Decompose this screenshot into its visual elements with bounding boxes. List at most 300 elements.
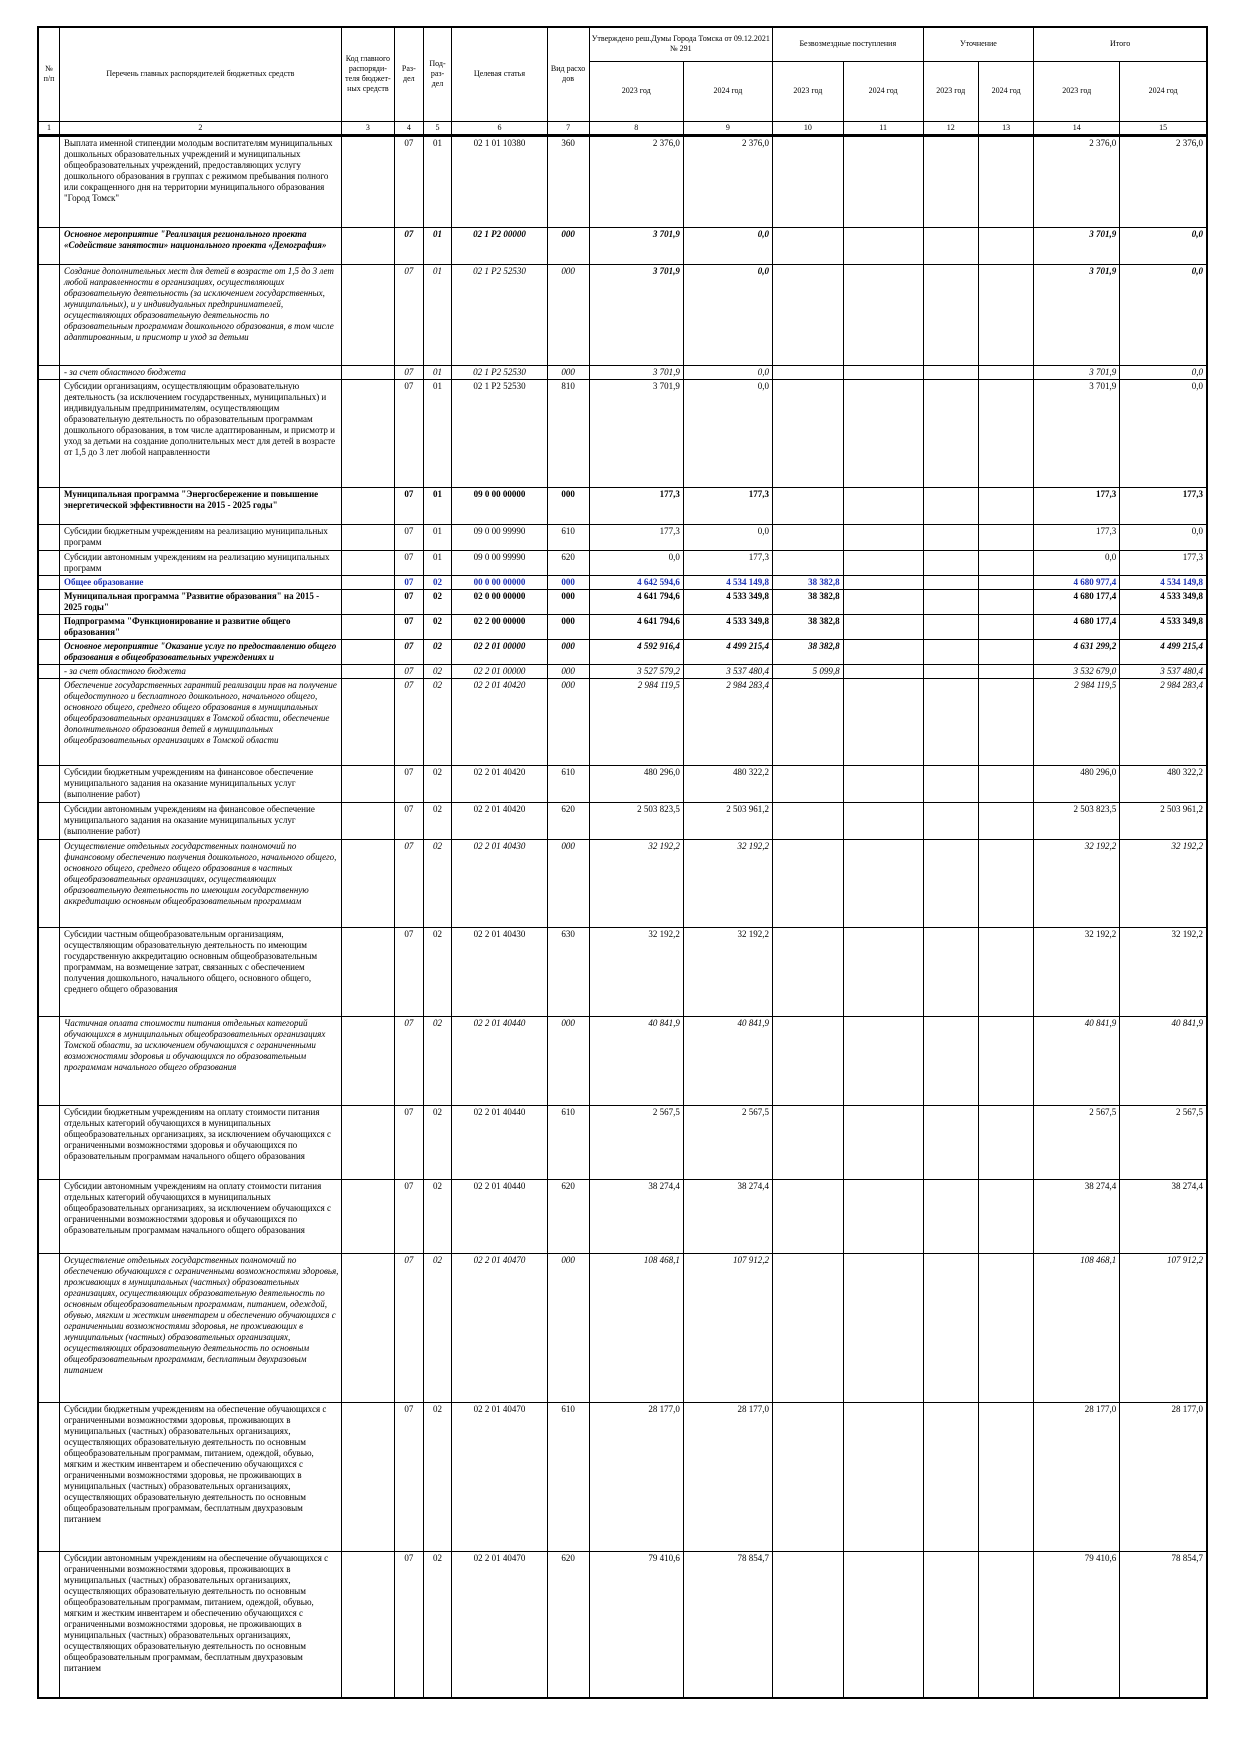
header-approved-2023: 2023 год xyxy=(589,61,683,121)
cell-clarify-2023 xyxy=(923,1402,978,1551)
cell-target: 00 0 00 00000 xyxy=(452,575,547,589)
cell-target: 02 2 01 00000 xyxy=(452,664,547,678)
cell-code xyxy=(341,1179,394,1253)
cell-clarify-2024 xyxy=(978,1551,1033,1698)
cell-name: Основное мероприятие "Реализация регионального проекта «Содействие занятости» национального проекта «Демография» xyxy=(60,227,342,264)
cell-vid: 620 xyxy=(547,1179,589,1253)
table-row xyxy=(38,575,1207,589)
cell-free-2024 xyxy=(843,1016,923,1105)
cell-approved-2024: 0,0 xyxy=(683,365,772,379)
cell-total-2023: 2 376,0 xyxy=(1034,135,1120,227)
cell-total-2023: 3 701,9 xyxy=(1034,365,1120,379)
cell-no xyxy=(38,379,60,487)
cell-code xyxy=(341,765,394,802)
cell-approved-2024: 2 503 961,2 xyxy=(683,802,772,839)
cell-approved-2023: 3 701,9 xyxy=(589,365,683,379)
cell-code xyxy=(341,1105,394,1179)
cell-total-2023: 3 701,9 xyxy=(1034,379,1120,487)
cell-podrazdel: 02 xyxy=(423,802,452,839)
cell-razdel: 07 xyxy=(395,678,424,765)
header-total-2024: 2024 год xyxy=(1120,61,1207,121)
cell-target: 09 0 00 99990 xyxy=(452,550,547,575)
cell-free-2024 xyxy=(843,614,923,639)
cell-no xyxy=(38,802,60,839)
cell-clarify-2023 xyxy=(923,927,978,1016)
table-row xyxy=(38,664,1207,678)
column-number: 7 xyxy=(547,121,589,135)
cell-podrazdel: 02 xyxy=(423,927,452,1016)
cell-clarify-2023 xyxy=(923,365,978,379)
cell-approved-2024: 4 534 149,8 xyxy=(683,575,772,589)
cell-approved-2023: 4 641 794,6 xyxy=(589,614,683,639)
cell-clarify-2024 xyxy=(978,487,1033,524)
cell-total-2023: 4 680 177,4 xyxy=(1034,589,1120,614)
cell-clarify-2024 xyxy=(978,927,1033,1016)
cell-clarify-2023 xyxy=(923,575,978,589)
cell-no xyxy=(38,575,60,589)
cell-total-2024: 4 533 349,8 xyxy=(1120,589,1207,614)
cell-free-2024 xyxy=(843,1253,923,1402)
cell-free-2023 xyxy=(772,1016,843,1105)
cell-razdel: 07 xyxy=(395,487,424,524)
cell-target: 02 2 01 40470 xyxy=(452,1402,547,1551)
cell-name: Выплата именной стипендии молодым воспитателям муниципальных дошкольных образовательных учреждений и муниципальных общеобразовательных учреждений, предоставляющих услугу дошкольного образования в группах с режимом пребывания полного или сокращенного дня на территории муниципального образования "Город Томск" xyxy=(60,135,342,227)
cell-podrazdel: 01 xyxy=(423,379,452,487)
cell-approved-2023: 177,3 xyxy=(589,524,683,550)
column-number: 8 xyxy=(589,121,683,135)
cell-razdel: 07 xyxy=(395,839,424,927)
cell-approved-2024: 2 567,5 xyxy=(683,1105,772,1179)
cell-approved-2023: 2 567,5 xyxy=(589,1105,683,1179)
cell-target: 02 1 P2 52530 xyxy=(452,365,547,379)
column-number: 11 xyxy=(843,121,923,135)
cell-approved-2024: 177,3 xyxy=(683,487,772,524)
header-clarify-2024: 2024 год xyxy=(978,61,1033,121)
column-number: 4 xyxy=(395,121,424,135)
column-number: 13 xyxy=(978,121,1033,135)
cell-total-2024: 0,0 xyxy=(1120,365,1207,379)
cell-target: 02 2 00 00000 xyxy=(452,614,547,639)
cell-free-2024 xyxy=(843,550,923,575)
cell-total-2023: 3 532 679,0 xyxy=(1034,664,1120,678)
cell-free-2023 xyxy=(772,524,843,550)
cell-free-2023 xyxy=(772,227,843,264)
cell-free-2023 xyxy=(772,1551,843,1698)
cell-free-2023 xyxy=(772,765,843,802)
cell-clarify-2024 xyxy=(978,678,1033,765)
header-free-2023: 2023 год xyxy=(772,61,843,121)
header-razdel: Раз-дел xyxy=(395,27,424,121)
cell-free-2023 xyxy=(772,678,843,765)
cell-target: 02 1 01 10380 xyxy=(452,135,547,227)
cell-approved-2023: 3 701,9 xyxy=(589,227,683,264)
table-body xyxy=(38,135,1207,1698)
column-number: 1 xyxy=(38,121,60,135)
column-number: 5 xyxy=(423,121,452,135)
cell-name: Обеспечение государственных гарантий реализации прав на получение общедоступного и бесплатного дошкольного, начального общего, основного общего, среднего общего образования в муниципальных общеобразовательных организациях в Томской области, обеспечение дополнительного образования детей в муниципальных общеобразовательных организациях в Томской области xyxy=(60,678,342,765)
cell-total-2024: 480 322,2 xyxy=(1120,765,1207,802)
cell-free-2023 xyxy=(772,487,843,524)
cell-code xyxy=(341,802,394,839)
cell-total-2023: 2 567,5 xyxy=(1034,1105,1120,1179)
cell-no xyxy=(38,1105,60,1179)
cell-podrazdel: 02 xyxy=(423,678,452,765)
cell-total-2024: 4 534 149,8 xyxy=(1120,575,1207,589)
table-row xyxy=(38,487,1207,524)
cell-target: 02 1 P2 52530 xyxy=(452,264,547,365)
cell-podrazdel: 01 xyxy=(423,365,452,379)
table-row xyxy=(38,524,1207,550)
cell-razdel: 07 xyxy=(395,1551,424,1698)
cell-clarify-2023 xyxy=(923,1105,978,1179)
cell-free-2023 xyxy=(772,1253,843,1402)
cell-total-2024: 0,0 xyxy=(1120,524,1207,550)
cell-total-2024: 0,0 xyxy=(1120,264,1207,365)
cell-total-2024: 177,3 xyxy=(1120,550,1207,575)
cell-total-2023: 79 410,6 xyxy=(1034,1551,1120,1698)
cell-clarify-2024 xyxy=(978,639,1033,664)
cell-vid: 000 xyxy=(547,487,589,524)
cell-approved-2023: 3 527 579,2 xyxy=(589,664,683,678)
cell-podrazdel: 01 xyxy=(423,264,452,365)
cell-free-2023 xyxy=(772,839,843,927)
cell-approved-2024: 0,0 xyxy=(683,227,772,264)
cell-target: 02 2 01 40470 xyxy=(452,1253,547,1402)
cell-podrazdel: 02 xyxy=(423,1105,452,1179)
cell-free-2023 xyxy=(772,802,843,839)
cell-total-2023: 3 701,9 xyxy=(1034,227,1120,264)
cell-no xyxy=(38,614,60,639)
cell-approved-2024: 4 533 349,8 xyxy=(683,589,772,614)
cell-razdel: 07 xyxy=(395,614,424,639)
cell-target: 02 2 01 40420 xyxy=(452,678,547,765)
header-target: Целевая статья xyxy=(452,27,547,121)
cell-no xyxy=(38,365,60,379)
table-row xyxy=(38,639,1207,664)
cell-total-2024: 3 537 480,4 xyxy=(1120,664,1207,678)
cell-razdel: 07 xyxy=(395,1253,424,1402)
cell-no xyxy=(38,1016,60,1105)
cell-total-2023: 177,3 xyxy=(1034,524,1120,550)
cell-free-2023: 38 382,8 xyxy=(772,614,843,639)
cell-free-2024 xyxy=(843,1105,923,1179)
cell-total-2024: 32 192,2 xyxy=(1120,927,1207,1016)
cell-name: Частичная оплата стоимости питания отдельных категорий обучающихся в муниципальных общеобразовательных организациях Томской области, за исключением обучающихся с ограниченными возможностями здоровья и обучающихся по образовательным программам начального общего образования xyxy=(60,1016,342,1105)
cell-razdel: 07 xyxy=(395,1179,424,1253)
cell-podrazdel: 02 xyxy=(423,1253,452,1402)
cell-razdel: 07 xyxy=(395,589,424,614)
cell-approved-2023: 3 701,9 xyxy=(589,264,683,365)
cell-vid: 000 xyxy=(547,678,589,765)
table-row xyxy=(38,1105,1207,1179)
cell-code xyxy=(341,524,394,550)
cell-approved-2023: 32 192,2 xyxy=(589,927,683,1016)
cell-razdel: 07 xyxy=(395,1016,424,1105)
cell-clarify-2024 xyxy=(978,550,1033,575)
cell-no xyxy=(38,264,60,365)
cell-approved-2023: 108 468,1 xyxy=(589,1253,683,1402)
table-row xyxy=(38,1016,1207,1105)
cell-clarify-2023 xyxy=(923,678,978,765)
cell-total-2024: 2 567,5 xyxy=(1120,1105,1207,1179)
cell-vid: 000 xyxy=(547,589,589,614)
table-row xyxy=(38,264,1207,365)
cell-total-2024: 28 177,0 xyxy=(1120,1402,1207,1551)
cell-approved-2024: 32 192,2 xyxy=(683,839,772,927)
cell-target: 02 2 01 40440 xyxy=(452,1016,547,1105)
cell-podrazdel: 02 xyxy=(423,639,452,664)
cell-code xyxy=(341,264,394,365)
cell-target: 02 2 01 40470 xyxy=(452,1551,547,1698)
cell-clarify-2024 xyxy=(978,765,1033,802)
cell-target: 02 1 P2 00000 xyxy=(452,227,547,264)
cell-podrazdel: 02 xyxy=(423,1402,452,1551)
header-podrazdel: Под-раз-дел xyxy=(423,27,452,121)
cell-clarify-2023 xyxy=(923,227,978,264)
cell-total-2024: 177,3 xyxy=(1120,487,1207,524)
cell-vid: 610 xyxy=(547,765,589,802)
cell-name: Субсидии автономным учреждениям на обеспечение обучающихся с ограниченными возможностями здоровья, проживающих в муниципальных (частных) образовательных организациях, осуществляющих образовательную деятельность по основным общеобразовательным программам, питанием, одеждой, обувью, мягким и жестким инвентарем и обеспечению обучающихся с ограниченными возможностями здоровья, не проживающих в муниципальных (частных) образовательных организациях, осуществляющих образовательную деятельность по основным общеобразовательным программам, бесплатным двухразовым питанием xyxy=(60,1551,342,1698)
cell-razdel: 07 xyxy=(395,264,424,365)
cell-free-2023: 38 382,8 xyxy=(772,575,843,589)
table-row xyxy=(38,1253,1207,1402)
cell-total-2023: 2 984 119,5 xyxy=(1034,678,1120,765)
cell-total-2024: 2 503 961,2 xyxy=(1120,802,1207,839)
cell-clarify-2023 xyxy=(923,524,978,550)
cell-total-2023: 3 701,9 xyxy=(1034,264,1120,365)
cell-no xyxy=(38,765,60,802)
cell-razdel: 07 xyxy=(395,1105,424,1179)
cell-razdel: 07 xyxy=(395,550,424,575)
cell-vid: 610 xyxy=(547,524,589,550)
cell-approved-2023: 4 642 594,6 xyxy=(589,575,683,589)
cell-total-2023: 4 680 177,4 xyxy=(1034,614,1120,639)
cell-total-2023: 2 503 823,5 xyxy=(1034,802,1120,839)
cell-total-2023: 32 192,2 xyxy=(1034,927,1120,1016)
cell-target: 02 2 01 40430 xyxy=(452,927,547,1016)
cell-approved-2023: 480 296,0 xyxy=(589,765,683,802)
header-free-2024: 2024 год xyxy=(843,61,923,121)
budget-table xyxy=(37,26,1208,1699)
cell-free-2024 xyxy=(843,664,923,678)
cell-total-2023: 4 680 977,4 xyxy=(1034,575,1120,589)
column-number: 15 xyxy=(1120,121,1207,135)
table-row xyxy=(38,678,1207,765)
cell-name: Общее образование xyxy=(60,575,342,589)
cell-target: 02 2 01 40440 xyxy=(452,1105,547,1179)
table-row xyxy=(38,365,1207,379)
cell-free-2024 xyxy=(843,264,923,365)
cell-code xyxy=(341,575,394,589)
cell-free-2023 xyxy=(772,1179,843,1253)
cell-clarify-2023 xyxy=(923,639,978,664)
cell-no xyxy=(38,1551,60,1698)
cell-approved-2024: 2 376,0 xyxy=(683,135,772,227)
cell-podrazdel: 02 xyxy=(423,765,452,802)
cell-total-2024: 107 912,2 xyxy=(1120,1253,1207,1402)
header-code: Код главного распоряди-теля бюджет-ных средств xyxy=(341,27,394,121)
column-number: 14 xyxy=(1034,121,1120,135)
cell-clarify-2024 xyxy=(978,839,1033,927)
cell-clarify-2024 xyxy=(978,1253,1033,1402)
cell-clarify-2023 xyxy=(923,1253,978,1402)
cell-clarify-2023 xyxy=(923,135,978,227)
cell-clarify-2024 xyxy=(978,589,1033,614)
cell-name: Субсидии организациям, осуществляющим образовательную деятельность (за исключением государственных, муниципальных) и индивидуальным предпринимателям, осуществляющим образовательную деятельность по образовательным программам дошкольного образования, в том числе адаптированным, и присмотр и уход за детьми на создание дополнительных мест для детей в возрасте от 1,5 до 3 лет любой направленности xyxy=(60,379,342,487)
cell-code xyxy=(341,614,394,639)
cell-total-2024: 2 376,0 xyxy=(1120,135,1207,227)
cell-vid: 630 xyxy=(547,927,589,1016)
cell-target: 09 0 00 00000 xyxy=(452,487,547,524)
cell-free-2023 xyxy=(772,379,843,487)
cell-free-2024 xyxy=(843,365,923,379)
cell-clarify-2024 xyxy=(978,264,1033,365)
cell-clarify-2024 xyxy=(978,802,1033,839)
cell-free-2023: 38 382,8 xyxy=(772,639,843,664)
cell-name: Субсидии автономным учреждениям на финансовое обеспечение муниципального задания на оказание муниципальных услуг (выполнение работ) xyxy=(60,802,342,839)
cell-clarify-2023 xyxy=(923,765,978,802)
cell-vid: 620 xyxy=(547,550,589,575)
cell-podrazdel: 02 xyxy=(423,589,452,614)
cell-no xyxy=(38,227,60,264)
cell-podrazdel: 01 xyxy=(423,487,452,524)
cell-target: 02 2 01 40430 xyxy=(452,839,547,927)
cell-podrazdel: 01 xyxy=(423,550,452,575)
table-header xyxy=(38,27,1207,135)
cell-free-2024 xyxy=(843,524,923,550)
cell-vid: 360 xyxy=(547,135,589,227)
cell-approved-2024: 40 841,9 xyxy=(683,1016,772,1105)
cell-name: - за счет областного бюджета xyxy=(60,365,342,379)
cell-name: Субсидии бюджетным учреждениям на обеспечение обучающихся с ограниченными возможностями здоровья, проживающих в муниципальных (частных) образовательных организациях, осуществляющих образовательную деятельность по основным общеобразовательным программам, питанием, одеждой, обувью, мягким и жестким инвентарем и обеспечению обучающихся с ограниченными возможностями здоровья, не проживающих в муниципальных (частных) образовательных организациях, осуществляющих образовательную деятельность по основным общеобразовательным программам, бесплатным двухразовым питанием xyxy=(60,1402,342,1551)
table-row xyxy=(38,765,1207,802)
cell-name: Субсидии бюджетным учреждениям на оплату стоимости питания отдельных категорий обучающихся в муниципальных общеобразовательных организациях, за исключением обучающихся с ограниченными возможностями здоровья и обучающихся по образовательным программам начального общего образования xyxy=(60,1105,342,1179)
cell-free-2024 xyxy=(843,487,923,524)
cell-no xyxy=(38,550,60,575)
header-clarify-2023: 2023 год xyxy=(923,61,978,121)
table-row xyxy=(38,550,1207,575)
header-group-clarify: Уточнение xyxy=(923,27,1034,61)
cell-free-2024 xyxy=(843,575,923,589)
cell-name: Осуществление отдельных государственных полномочий по обеспечению обучающихся с ограниченными возможностями здоровья, проживающих в муниципальных (частных) образовательных организациях, осуществляющих образовательную деятельность по основным общеобразовательным программам, питанием, одеждой, обувью, мягким и жестким инвентарем и обеспечению обучающихся с ограниченными возможностями здоровья, не проживающих в муниципальных (частных) образовательных организациях, осуществляющих образовательную деятельность по основным общеобразовательным программам, бесплатным двухразовым питанием xyxy=(60,1253,342,1402)
cell-total-2024: 4 533 349,8 xyxy=(1120,614,1207,639)
cell-vid: 610 xyxy=(547,1402,589,1551)
header-no: № п/п xyxy=(38,27,60,121)
cell-free-2024 xyxy=(843,1179,923,1253)
cell-target: 02 2 01 40420 xyxy=(452,802,547,839)
cell-code xyxy=(341,1402,394,1551)
cell-clarify-2023 xyxy=(923,487,978,524)
cell-no xyxy=(38,487,60,524)
cell-clarify-2023 xyxy=(923,589,978,614)
table-row xyxy=(38,589,1207,614)
table-row xyxy=(38,927,1207,1016)
cell-target: 02 1 P2 52530 xyxy=(452,379,547,487)
cell-razdel: 07 xyxy=(395,524,424,550)
cell-no xyxy=(38,1179,60,1253)
table-row xyxy=(38,1551,1207,1698)
cell-no xyxy=(38,678,60,765)
cell-code xyxy=(341,379,394,487)
cell-no xyxy=(38,1402,60,1551)
cell-approved-2024: 177,3 xyxy=(683,550,772,575)
header-total-2023: 2023 год xyxy=(1034,61,1120,121)
cell-approved-2024: 4 499 215,4 xyxy=(683,639,772,664)
cell-approved-2023: 0,0 xyxy=(589,550,683,575)
cell-razdel: 07 xyxy=(395,365,424,379)
cell-clarify-2024 xyxy=(978,1105,1033,1179)
cell-name: Создание дополнительных мест для детей в возрасте от 1,5 до 3 лет любой направленности в организациях, осуществляющих образовательную деятельность (за исключением государственных, муниципальных), и у индивидуальных предпринимателей, осуществляющих образовательную деятельность по образовательным программам дошкольного образования, в том числе адаптированным, и присмотр и уход за детьми xyxy=(60,264,342,365)
cell-podrazdel: 02 xyxy=(423,664,452,678)
cell-free-2023: 5 099,8 xyxy=(772,664,843,678)
cell-vid: 000 xyxy=(547,614,589,639)
cell-total-2023: 108 468,1 xyxy=(1034,1253,1120,1402)
cell-razdel: 07 xyxy=(395,379,424,487)
cell-vid: 000 xyxy=(547,664,589,678)
cell-name: Субсидии бюджетным учреждениям на финансовое обеспечение муниципального задания на оказание муниципальных услуг (выполнение работ) xyxy=(60,765,342,802)
cell-free-2024 xyxy=(843,227,923,264)
cell-razdel: 07 xyxy=(395,227,424,264)
cell-approved-2024: 480 322,2 xyxy=(683,765,772,802)
cell-no xyxy=(38,664,60,678)
cell-approved-2023: 40 841,9 xyxy=(589,1016,683,1105)
cell-total-2024: 32 192,2 xyxy=(1120,839,1207,927)
cell-total-2023: 480 296,0 xyxy=(1034,765,1120,802)
cell-podrazdel: 01 xyxy=(423,135,452,227)
cell-razdel: 07 xyxy=(395,1402,424,1551)
cell-target: 02 0 00 00000 xyxy=(452,589,547,614)
cell-clarify-2024 xyxy=(978,365,1033,379)
cell-approved-2024: 0,0 xyxy=(683,379,772,487)
column-number: 3 xyxy=(341,121,394,135)
column-number-row xyxy=(38,121,1207,135)
table-row xyxy=(38,802,1207,839)
cell-total-2024: 38 274,4 xyxy=(1120,1179,1207,1253)
cell-razdel: 07 xyxy=(395,135,424,227)
cell-approved-2024: 2 984 283,4 xyxy=(683,678,772,765)
cell-no xyxy=(38,524,60,550)
cell-name: Муниципальная программа "Энергосбережение и повышение энергетической эффективности на 2015 - 2025 годы" xyxy=(60,487,342,524)
cell-code xyxy=(341,639,394,664)
cell-name: - за счет областного бюджета xyxy=(60,664,342,678)
cell-approved-2023: 4 592 916,4 xyxy=(589,639,683,664)
cell-podrazdel: 02 xyxy=(423,1016,452,1105)
cell-code xyxy=(341,678,394,765)
cell-razdel: 07 xyxy=(395,765,424,802)
cell-code xyxy=(341,227,394,264)
cell-clarify-2023 xyxy=(923,614,978,639)
cell-code xyxy=(341,1253,394,1402)
cell-approved-2024: 0,0 xyxy=(683,524,772,550)
cell-free-2023 xyxy=(772,1402,843,1551)
table-row xyxy=(38,839,1207,927)
cell-clarify-2024 xyxy=(978,614,1033,639)
column-number: 2 xyxy=(60,121,342,135)
header-group-free: Безвозмездные поступления xyxy=(772,27,923,61)
cell-approved-2023: 2 984 119,5 xyxy=(589,678,683,765)
cell-no xyxy=(38,927,60,1016)
header-approved-2024: 2024 год xyxy=(683,61,772,121)
cell-vid: 000 xyxy=(547,1016,589,1105)
cell-no xyxy=(38,1253,60,1402)
cell-total-2024: 4 499 215,4 xyxy=(1120,639,1207,664)
cell-approved-2024: 3 537 480,4 xyxy=(683,664,772,678)
cell-approved-2023: 4 641 794,6 xyxy=(589,589,683,614)
cell-total-2023: 177,3 xyxy=(1034,487,1120,524)
cell-name: Муниципальная программа "Развитие образования" на 2015 - 2025 годы" xyxy=(60,589,342,614)
cell-name: Осуществление отдельных государственных полномочий по финансовому обеспечению получения дошкольного, начального общего, основного общего, среднего общего образования в частных общеобразовательных организациях, осуществляющих образовательную деятельность по имеющим государственную аккредитацию основным общеобразовательным программам xyxy=(60,839,342,927)
cell-approved-2023: 2 376,0 xyxy=(589,135,683,227)
